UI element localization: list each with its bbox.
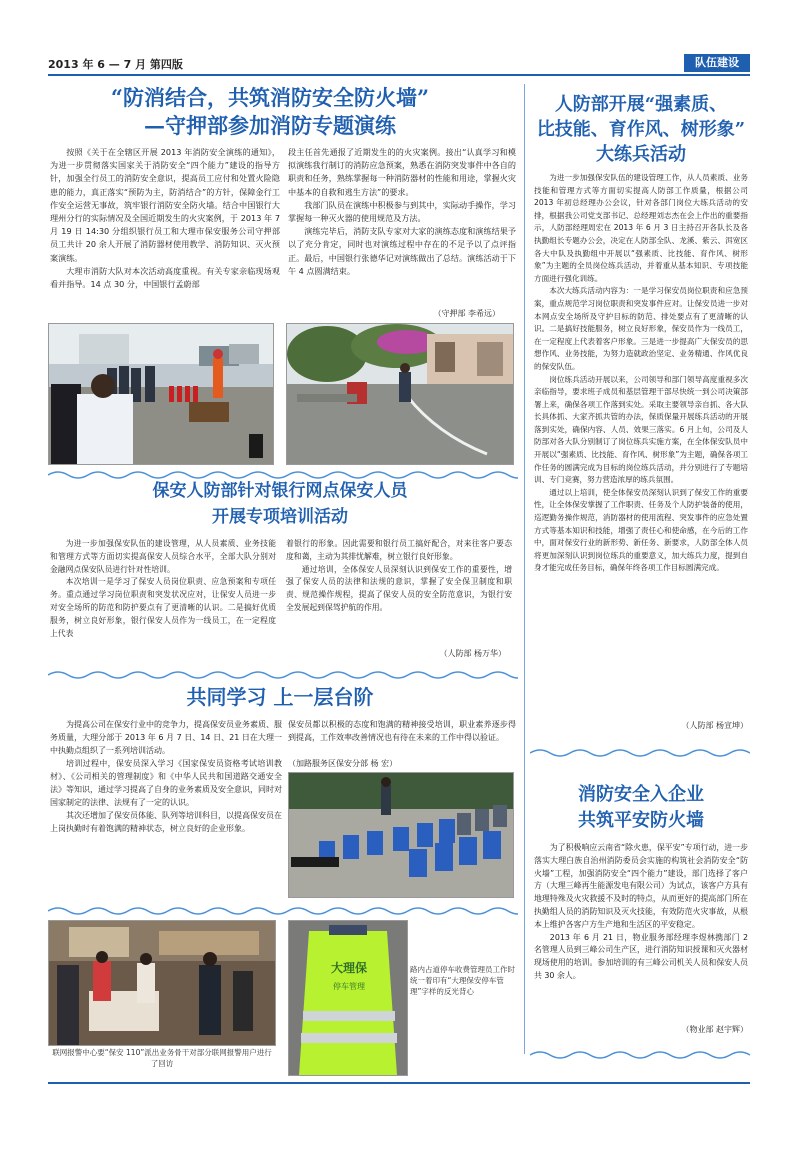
article2-title: 人防部开展“强素质、 比技能、育作风、树形象” 大练兵活动 [536,94,746,165]
store-scene [49,921,275,1045]
vest-scene [289,921,407,1075]
hose-drill-photo [286,323,514,465]
fire-drill-photo [48,323,274,465]
article5-body: 为了积极响应云南省“除火患，保平安”专项行动，进一步落实大理白族自治州消防委员会实施的构筑社会消防安全“防火墙”工程，加强消防安全“四个能力”建设，部门选择了客户方（大理三峰再生能源发电有限公司）为试点，该客户方具有地理特殊及火灾救援不及时的特点，从而更好的提高部门所在执勤组人员的消防知识及灭火技能，有效防范火灾事故，从根本上维护各客户方生产地和生活区的平安稳定。 2013 年 6 月 21 日，物业服务部经理李煜林携部门 2 名管理人员到三峰公司生产区，进行消防知识授课和灭火器材现场使用的培训。参加培训的有三峰公司机关人员和保安人员共 30 余人。 [534,843,748,980]
hose-drill-scene [287,324,513,464]
article3-title: 保安人防部针对银行网点保安人员 开展专项培训活动 [152,481,408,527]
article5-credit: （物业部 赵宇辉） [681,1025,748,1034]
fire-drill-scene [49,324,273,464]
wave-divider-5-svg [530,1049,750,1061]
store-visit-photo [48,920,276,1046]
section-tag: 队伍建设 [684,54,750,72]
article2-credit: （人防部 杨宣坤） [681,721,748,730]
article4-title: 共同学习 上一层台阶 [186,685,374,709]
article3-credit: （人防部 杨万华） [439,649,506,658]
wave-divider-2 [48,666,518,685]
wave-divider-2-svg [48,669,518,681]
article5-title: 消防安全入企业 共筑平安防火墙 [578,784,704,831]
article3-col2: 着银行的形象。因此需要和银行员工搞好配合，对来往客户要态度和蔼，主动为其排忧解难，树立银行良好形象。 通过培训，全体保安人员深刻认识到保安工作的重要性，增强了保安人员的法律和法规的意识，掌握了安全保卫制度和职责、规范操作规程，提高了保安人员的安全防范意识，为银行安全发展起到保驾护航的作用。 [286,539,512,612]
wave-divider-4-svg [530,747,750,759]
store-caption: 联网报警中心要“保安 110”派出业务骨干对部分联网报警用户进行了回访 [52,1048,272,1068]
article4-col2: 保安员都以积极的态度和饱满的精神接受培训，职业素养逐步得到提高，工作效率改善情况也有待在未来的工作中得以验证。 [288,720,516,742]
vest-text-sub: 停车管理 [333,982,365,991]
wave-divider-5 [530,1046,750,1065]
wave-divider-3-svg [48,905,518,917]
vest-caption: 路内占道停车收费管理员工作时统一着印有“大理保安停车管理”字样的反光背心 [410,965,515,996]
issue-date: 2013 年 6 — 7 月 第四版 [48,58,183,71]
article4-col1: 为提高公司在保安行业中的竞争力，提高保安员业务素质、服务质量，大理分部于 2013 年 6 月 7 日、14 日、21 日在大理一中执勤点组织了一系列培训活动。 培训过程中，保安员深入学习《国家保安员资格考试培训教材》、《公司相关的管理制度》和《中华人民共和国道路交通安全法》等知识，通过学习提高了自身的业务素质及安全意识，同时对国家制定的法律、法规有了一定的认识。 其次还增加了保安员体能、队列等培训科目，以提高保安员在上岗执勤时有着饱满的精神状态，树立良好的企业形象。 [50,720,282,833]
article4-credit: （加路服务区保安分部 杨 宏） [288,759,398,768]
training-photo [288,772,514,898]
article2-body: 为进一步加强保安队伍的建设管理工作，从人员素质、业务技能和管理方式等方面切实提高人防部工作质量，根据公司 2013 年初总经理办公会议，针对各部门岗位大练兵活动的安排，根据我公司党支部书记、总经理刘志杰在会上作出的重要指示，人防部经理周宏在 2013 年 6 月 3 日主持召开各队长及各执勤组长专题办公会，决定在人防部全队、龙溪、紫云、洱宽区各大中队及执勤组中开展以“强素质、比技能、育作风、树形象”为主题的全员岗位练兵活动，并着重从基本知识、专项技能方面进行强化训练。 本次大练兵活动内容为：一是学习保安员岗位职责和应急预案，重点规范学习岗位职责和突发事件应对。让保安员进一步对本网点安全场所及守护目标的防范、排处要点有了更清晰的认识。二是搞好技能服务，树立良好形象，保安员作为一线员工，在一定程度上代表着客户形象。三是进一步提高广大保安员的思想作风、业务技能，为努力造就政治坚定、业务精通、作风优良的保安队伍。 岗位练兵活动开展以来，公司领导和部门领导高度重视多次亲临指导，要求班子成员和基层管理干部尽快统一到公司决策部署上来，确保各项工作落到实处。采取主要领导亲自抓、各大队长具体抓、大家齐抓共管的办法，保质保量开展练兵活动的开展落到实处，确保内容、人员、效果三落实。6 月上旬，公司及人防部对各大队分别制订了岗位练兵实施方案，在全体保安队员中开展以“强素质、比技能、育作风、树形象”为主题，确保各项工作任务的圆满完成为目标的岗位练兵活动，并分别进行了专题培训、专门竞赛，努力营造浓厚的练兵氛围。 通过以上培训，使全体保安员深刻认识到了保安工作的重要性，让全体保安掌握了工作职责、任务及个人防护装备的使用，巡逻勤务操作规范，消防器材的使用流程、突发事件的应急处置方式等基本知识和技能，增强了责任心和使命感，在今后的工作中，面对保安行业的新形势、新任务、新要求，人防部全体人员将更加深刻认识到岗位练兵的重要意义，加大练兵力度，提到自身才能完成任务目标，确保年终各项工作目标圆满完成。 [534,173,748,573]
wave-divider-4 [530,744,750,763]
training-scene [289,773,513,897]
article1-col1: 按照《关于在全辖区开展 2013 年消防安全演练的通知》，为进一步贯彻落实国家关于消防安全“四个能力”建设的指导方针，加强全行员工的消防安全意识，提高员工应付和处置火险隐患的能力，真正落实“预防为主，防消结合”的方针，保障金行工作安全运营无事故，筑牢银行消防安全防火墙。结合中国银行大理州分行的实际情况及全国近期发生的火灾案例，于 2013 年 7 月 19 日 14:30 分组织银行员工和大理市保安服务公司守押部员工共计 20 余人开展了消防器材使用教学、消防知识、灭火预案演练。 大理市消防大队对本次活动高度重视。有关专家亲临现场观看并指导。14 点 30 分，中国银行孟蔚部 [50,147,280,290]
wave-divider-3 [48,902,518,921]
vest-text-main: 大理保 [330,961,367,975]
article1-col2: 段主任首先通报了近期发生的的火灾案例。接出“认真学习和模拟演练我行制订的消防应急预案，熟悉在消防突发事件中各自的职责和任务，熟练掌握每一种消防器材的性能和用途，掌握火灾中基本的自救和逃生方法”的要求。 我部门队员在演练中积极参与到其中，实际动手操作，学习掌握每一种灭火器的使用规范及方法。 演练完毕后，消防支队专家对大家的演练态度和演练结果予以了充分肯定，同时也对演练过程中存在的不足予以了点评指正。最后，中国银行张德华记对演练做出了总结。演练活动于下午 4 点圆满结束。 [288,147,516,276]
header-rule [48,74,750,76]
article1-title: “防消结合，共筑消防安全防火墙” —守押部参加消防专题演练 [110,85,430,138]
article1-credit: （守押部 李希远） [433,309,500,318]
column-separator [524,84,525,1054]
footer-rule [48,1082,750,1084]
vest-photo [288,920,408,1076]
article3-col1: 为进一步加强保安队伍的建设管理，从人员素质、业务技能和管理方式等方面切实提高保安人员综合水平，全部大队分别对金融网点保安队员进行针对性培训。 本次培训一是学习了保安人员岗位职责、应急预案和专项任务。重点通过学习岗位职责和突发状况应对，让保安人员进一步对安全场所的防范和防护要点有了更清晰的认识。二是搞好优质服务，树立良好形象，银行保安人员作为一线员工，在一定程度上代表 [50,539,276,638]
